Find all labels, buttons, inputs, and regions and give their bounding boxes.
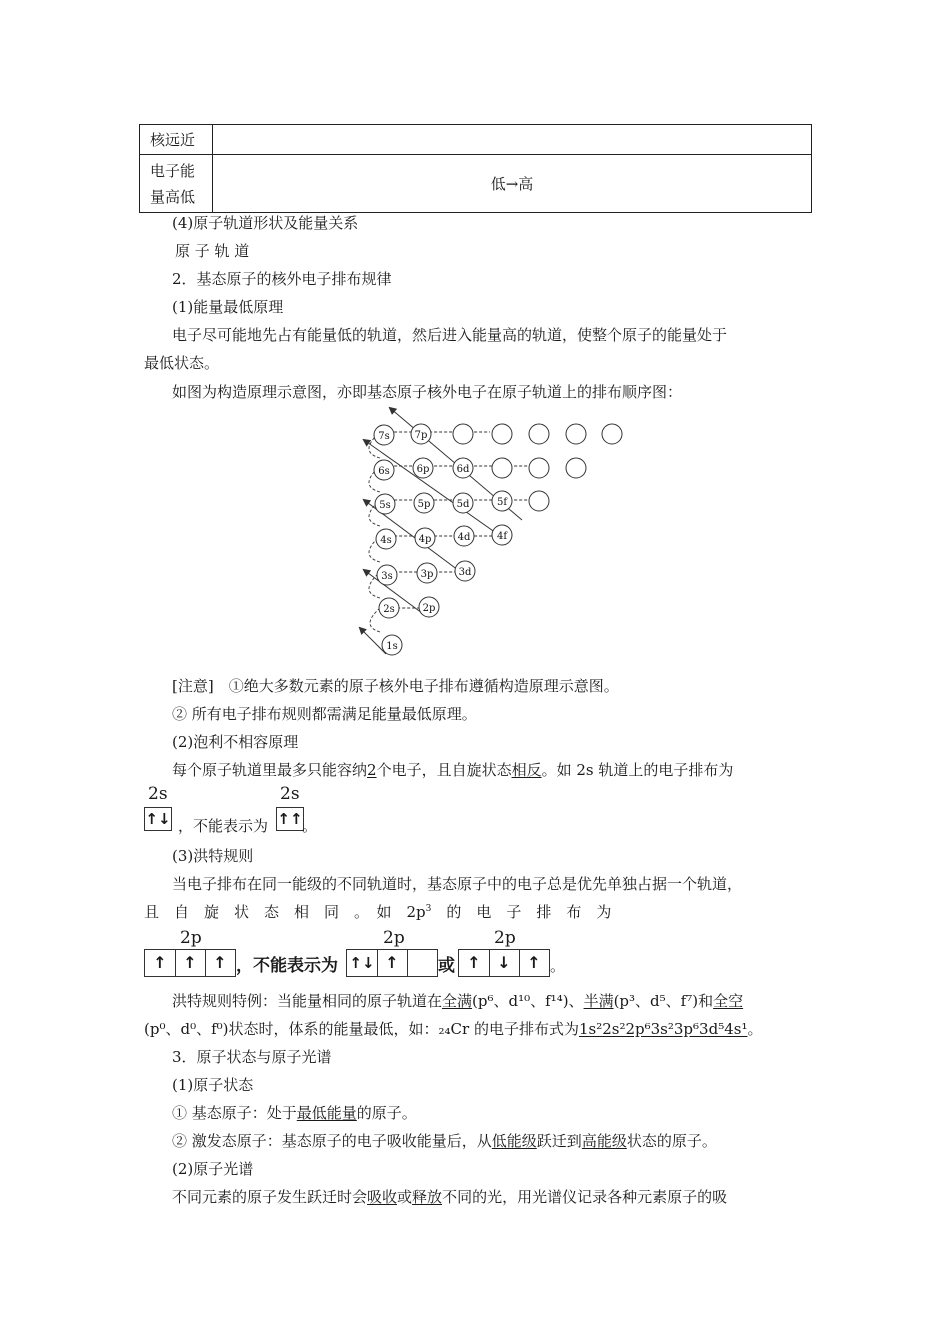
electron-arrows: ↑ xyxy=(377,950,408,976)
rule-title: (2)泡利不相容原理 xyxy=(172,733,299,751)
paragraph: 每个原子轨道里最多只能容纳2个电子，且自旋状态相反。如 2s 轨道上的电子排布为 xyxy=(172,761,734,779)
orbital-label: 4s xyxy=(380,535,392,546)
electron-arrows: ↑ xyxy=(145,950,176,976)
empty-orbital xyxy=(529,424,549,444)
orbital-label: 4p xyxy=(418,534,432,545)
orbital-label: 2s xyxy=(148,784,168,804)
orbital-box-correct xyxy=(144,807,172,831)
paragraph: 洪特规则特例：当能量相同的原子轨道在全满(p⁶、d¹⁰、f¹⁴)、半满(p³、d⁵、f⁷)和全空 xyxy=(172,992,744,1010)
inline-text: 。 xyxy=(302,817,318,835)
orbital-label: 2s xyxy=(280,784,300,804)
orbital-box-wrong xyxy=(346,949,438,977)
paragraph: 且 自 旋 状 态 相 同 。 如 $2p^3$ 的 电 子 排 布 为 xyxy=(144,903,612,921)
electron-arrows: ↑ xyxy=(459,950,490,976)
electron-arrows: ↑↓ xyxy=(145,810,171,828)
orbital-label: 2p xyxy=(180,928,202,948)
empty-orbital xyxy=(529,458,549,478)
empty-orbital xyxy=(566,424,586,444)
empty-orbital xyxy=(492,458,512,478)
orbital-label: 7p xyxy=(414,430,428,441)
section-title: 2．基态原子的核外电子排布规律 xyxy=(172,270,392,288)
electron-arrows: ↑ xyxy=(175,950,206,976)
orbital-label: 4f xyxy=(496,531,508,542)
empty-orbital xyxy=(529,491,549,511)
table-row-label: 核远近 xyxy=(140,125,213,155)
inline-text: 或 xyxy=(438,956,455,976)
aufbau-diagram xyxy=(350,400,640,660)
empty-orbital xyxy=(492,424,512,444)
orbital-label: 6s xyxy=(378,466,390,477)
energy-table xyxy=(139,124,812,213)
electron-arrows: ↑↓ xyxy=(347,950,378,976)
table-cell xyxy=(213,125,812,155)
electron-arrows: ↑ xyxy=(213,953,227,972)
paragraph: ① 基态原子：处于最低能量的原子。 xyxy=(172,1104,417,1122)
orbital-label: 7s xyxy=(378,431,390,442)
paragraph: 当电子排布在同一能级的不同轨道时，基态原子中的电子总是优先单独占据一个轨道， xyxy=(172,875,743,893)
orbital-label: 5p xyxy=(417,499,431,510)
orbital-label: 5f xyxy=(496,497,508,508)
orbital-label: 4d xyxy=(457,532,471,543)
electron-arrows xyxy=(407,950,437,976)
orbital-label: 2p xyxy=(494,928,516,948)
paragraph: 电子尽可能地先占有能量低的轨道，然后进入能量高的轨道，使整个原子的能量处于 xyxy=(172,326,728,344)
inline-text: ，不能表示为 xyxy=(236,956,338,976)
empty-orbital xyxy=(566,458,586,478)
rule-title: (1)原子状态 xyxy=(172,1076,254,1094)
table-cell-value: 低→高 xyxy=(213,155,812,213)
orbital-label: 2s xyxy=(383,604,395,615)
rule-title: (2)原子光谱 xyxy=(172,1160,254,1178)
paragraph: 最低状态。 xyxy=(144,354,220,372)
inline-text: ，不能表示为 xyxy=(178,817,269,835)
note-line: [注意] ①绝大多数元素的原子核外电子排布遵循构造原理示意图。 xyxy=(172,677,619,695)
paragraph: (p⁰、d⁰、f⁰)状态时，体系的能量最低，如：₂₄Cr 的电子排布式为1s²2s²2p⁶3s²3p⁶3d⁵4s¹。 xyxy=(144,1020,763,1038)
orbital-label: 6d xyxy=(456,464,470,475)
orbital-label: 5d xyxy=(456,499,470,510)
empty-orbital xyxy=(453,424,473,444)
orbital-label: 1s xyxy=(386,641,398,652)
figure-caption: 如图为构造原理示意图，亦即基态原子核外电子在原子轨道上的排布顺序图： xyxy=(172,383,683,401)
orbital-label: 3d xyxy=(458,567,472,578)
rule-title: (3)洪特规则 xyxy=(172,847,254,865)
orbital-label: 5s xyxy=(379,500,391,511)
orbital-box-correct xyxy=(144,949,236,977)
note-line: ② 所有电子排布规则都需满足能量最低原理。 xyxy=(172,705,477,723)
subheading: 原 子 轨 道 xyxy=(175,242,250,260)
section-heading: (4)原子轨道形状及能量关系 xyxy=(172,214,359,232)
orbital-label: 3s xyxy=(381,571,393,582)
orbital-box-wrong xyxy=(276,807,304,831)
section-title: 3．原子状态与原子光谱 xyxy=(172,1048,332,1066)
orbital-label: 2p xyxy=(383,928,405,948)
rule-title: (1)能量最低原理 xyxy=(172,298,284,316)
table-row-label: 电子能 量高低 xyxy=(140,155,213,213)
orbital-circles xyxy=(374,424,622,655)
electron-arrows: ↑↑ xyxy=(277,810,303,828)
orbital-label: 2p xyxy=(422,603,436,614)
orbital-box-wrong xyxy=(458,949,550,977)
paragraph: 不同元素的原子发生跃迁时会吸收或释放不同的光，用光谱仪记录各种元素原子的吸 xyxy=(172,1188,728,1206)
electron-arrows: ↓ xyxy=(489,950,520,976)
electron-arrows: ↑ xyxy=(527,953,541,972)
orbital-label: 6p xyxy=(416,464,430,475)
empty-orbital xyxy=(602,424,622,444)
paragraph: ② 激发态原子：基态原子的电子吸收能量后，从低能级跃迁到高能级状态的原子。 xyxy=(172,1132,717,1150)
orbital-label: 3p xyxy=(420,569,434,580)
inline-text: 。 xyxy=(550,957,566,975)
